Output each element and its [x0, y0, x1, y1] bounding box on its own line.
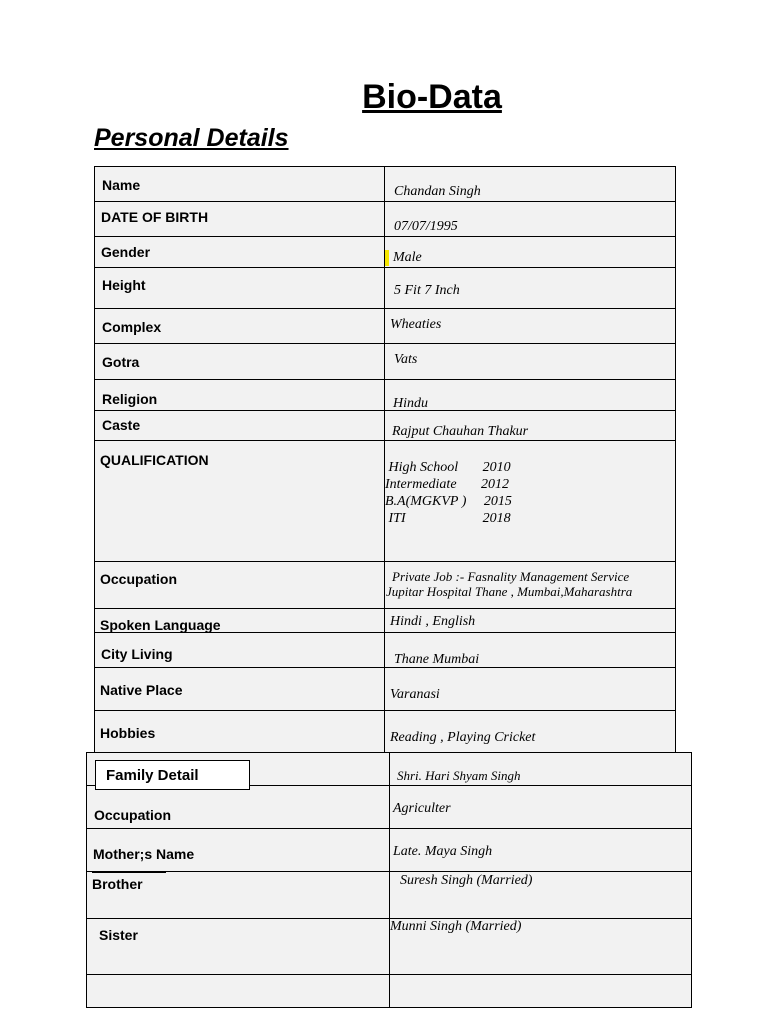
- field-value: Thane Mumbai: [394, 652, 480, 667]
- field-value: Vats: [394, 352, 418, 367]
- field-value: Agriculter: [393, 801, 451, 816]
- field-value: Suresh Singh (Married): [400, 873, 533, 888]
- field-label: City Living: [101, 646, 173, 662]
- table-row: [95, 308, 675, 344]
- table-row: [95, 561, 675, 609]
- table-row: [87, 785, 691, 829]
- table-row: [95, 379, 675, 411]
- field-label: Spoken Language: [100, 617, 221, 633]
- field-value: Varanasi: [390, 687, 440, 702]
- field-value: Chandan Singh: [394, 184, 481, 199]
- field-value: Munni Singh (Married): [390, 919, 522, 934]
- field-value: Late. Maya Singh: [393, 844, 493, 859]
- table-row: [87, 974, 691, 1008]
- table-row: [95, 608, 675, 633]
- field-value: Hindi , English: [390, 614, 476, 629]
- field-label: Height: [102, 277, 146, 293]
- family-details-table: [86, 752, 692, 1008]
- qualification-list: [385, 441, 512, 562]
- field-value: [386, 562, 632, 609]
- qualification-item: B.A(MGKVP ) 2015: [385, 494, 512, 509]
- field-value: Shri. Hari Shyam Singh: [397, 768, 521, 783]
- qualification-item: High School 2010: [385, 460, 511, 475]
- table-row: [95, 440, 675, 562]
- table-row: [95, 167, 675, 201]
- qualification-item: ITI 2018: [385, 511, 511, 526]
- table-row: [95, 710, 675, 754]
- field-label: DATE OF BIRTH: [101, 209, 209, 225]
- highlight-mark: [385, 250, 389, 266]
- field-label: Name: [102, 177, 141, 193]
- table-row: [87, 871, 691, 919]
- table-row: [95, 410, 675, 441]
- document-title: Bio-Data: [362, 78, 502, 116]
- field-label: Caste: [102, 417, 141, 433]
- table-row: [95, 667, 675, 711]
- field-label: Complex: [102, 319, 162, 335]
- field-label: Brother: [92, 872, 166, 890]
- field-label: Sister: [99, 927, 138, 943]
- field-value: Male: [393, 250, 422, 265]
- field-value: 5 Fit 7 Inch: [394, 283, 460, 298]
- field-value: Rajput Chauhan Thakur: [392, 424, 529, 439]
- field-value: Hindu: [393, 396, 428, 411]
- occupation-line: Private Job :- Fasnality Management Service: [392, 569, 630, 584]
- table-row: [95, 632, 675, 668]
- field-label: Gender: [101, 244, 151, 260]
- occupation-line: Jupitar Hospital Thane , Mumbai,Maharashtra: [386, 584, 633, 599]
- table-row: [95, 343, 675, 380]
- field-label: QUALIFICATION: [100, 452, 209, 468]
- family-detail-label: Family Detail: [95, 760, 250, 790]
- qualification-item: Intermediate 2012: [385, 477, 510, 492]
- field-value: Wheaties: [390, 317, 442, 332]
- field-label: Gotra: [102, 354, 140, 370]
- field-label: Religion: [102, 391, 158, 407]
- field-value: Reading , Playing Cricket: [390, 730, 536, 745]
- field-label: Hobbies: [100, 725, 156, 741]
- field-label: Mother;s Name: [93, 846, 195, 862]
- field-value: 07/07/1995: [394, 219, 458, 234]
- field-label: Native Place: [100, 682, 183, 698]
- section-title: Personal Details: [94, 124, 289, 152]
- field-label: Occupation: [100, 571, 178, 587]
- table-row: [87, 918, 691, 975]
- table-row: [95, 201, 675, 237]
- table-row: [95, 267, 675, 309]
- table-row: [87, 828, 691, 872]
- field-label: Occupation: [94, 807, 172, 823]
